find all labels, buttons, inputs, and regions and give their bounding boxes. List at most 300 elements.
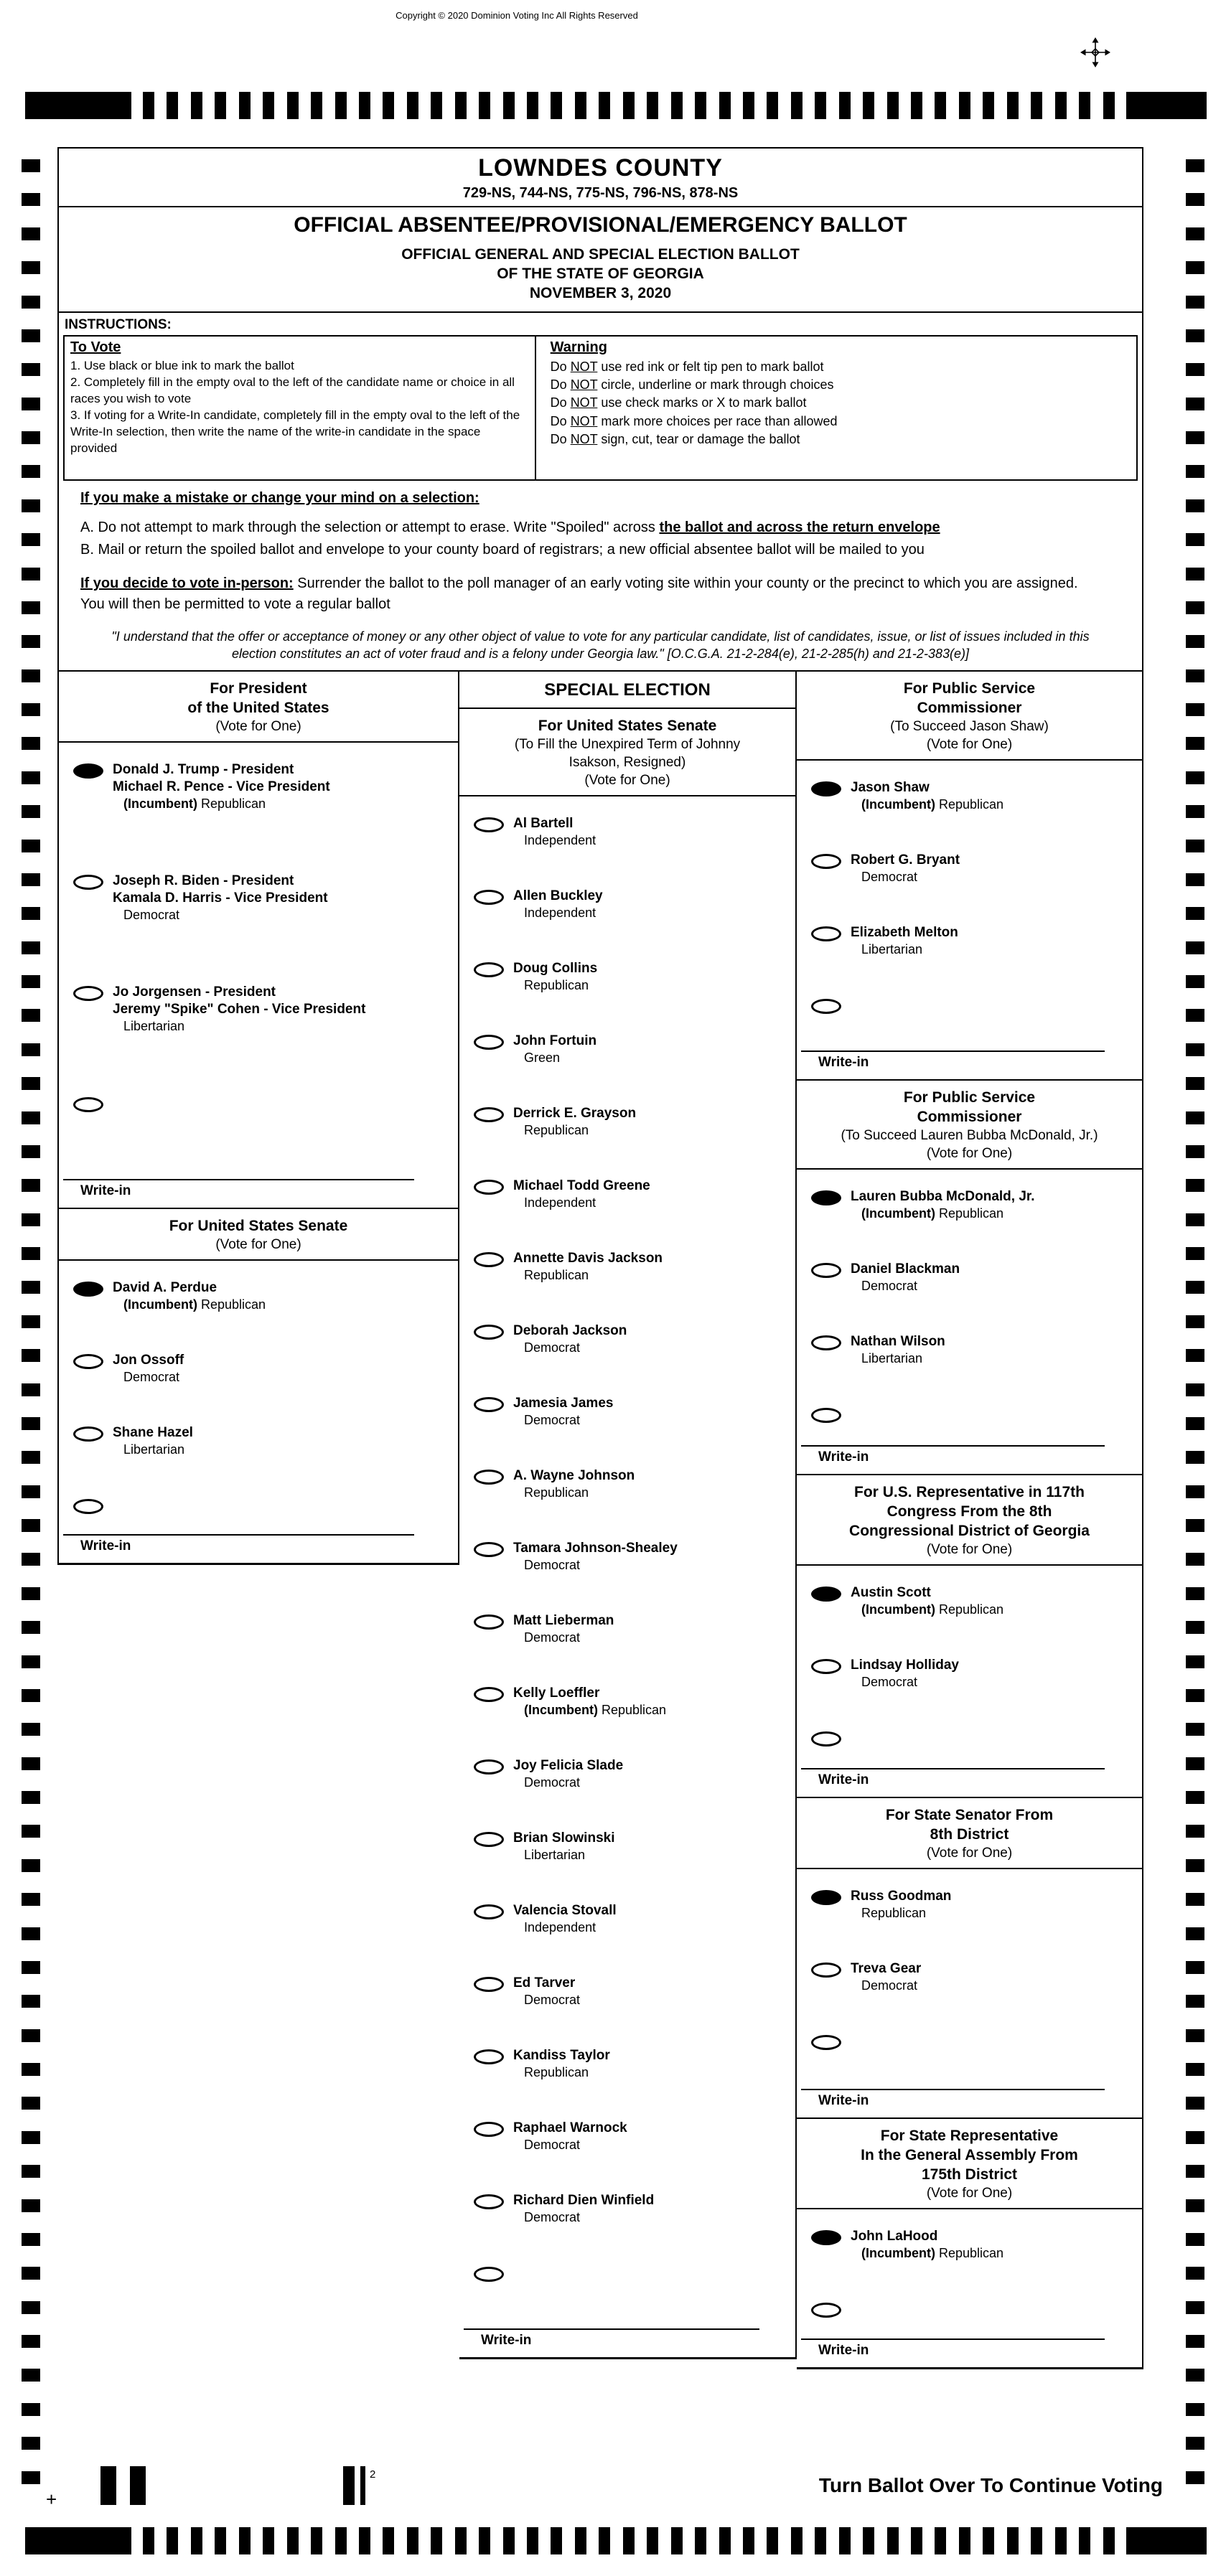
timing-mark	[695, 92, 706, 119]
timing-mark	[1186, 1315, 1204, 1328]
candidate-party: Republican	[861, 1906, 927, 1920]
write-in-label: Write-in	[818, 1772, 869, 1787]
candidate-party: Democrat	[861, 1279, 918, 1293]
candidate-name: John Fortuin	[513, 1033, 597, 1048]
timing-mark	[1186, 2131, 1204, 2144]
mistake-step-b: B. Mail or return the spoiled ballot and envelope to your county board of registrars; a new official absentee ballot will be mailed to you	[80, 542, 925, 558]
timing-mark	[22, 1825, 40, 1838]
candidate-name: Lindsay Holliday	[851, 1658, 959, 1673]
timing-mark	[599, 2527, 610, 2554]
ballot-oval[interactable]	[474, 1397, 504, 1412]
county-header	[57, 147, 1143, 207]
timing-mark	[383, 2527, 394, 2554]
write-in-area	[59, 1179, 458, 1208]
candidate-option	[459, 1467, 795, 1501]
timing-mark	[1186, 1043, 1204, 1056]
timing-mark	[22, 1247, 40, 1260]
warning-instruction: Do NOT use red ink or felt tip pen to mark ballot	[550, 359, 824, 374]
ballot-oval[interactable]	[474, 1904, 504, 1919]
candidate-name: Kandiss Taylor	[513, 2048, 610, 2063]
timing-mark	[22, 363, 40, 376]
candidate-text	[513, 1902, 617, 1936]
ballot-title-section	[57, 207, 1143, 313]
candidate-text	[513, 960, 597, 994]
ballot-oval-filled[interactable]	[811, 1587, 841, 1602]
candidate-name: Treva Gear	[851, 1961, 922, 1976]
timing-mark	[623, 92, 635, 119]
instructions-label: INSTRUCTIONS:	[65, 317, 172, 332]
election-state: OF THE STATE OF GEORGIA	[497, 265, 704, 282]
write-in-line[interactable]	[801, 1768, 1105, 1769]
candidate-option	[797, 1261, 1142, 1294]
ballot-oval[interactable]	[474, 1035, 504, 1050]
ballot-oval[interactable]	[73, 1354, 103, 1369]
ballot-title: OFFICIAL ABSENTEE/PROVISIONAL/EMERGENCY BALLOT	[294, 213, 907, 237]
timing-mark	[1186, 227, 1204, 240]
timing-mark	[1186, 533, 1204, 546]
timing-mark	[839, 92, 851, 119]
incumbent-label: (Incumbent)	[861, 797, 939, 812]
warning-items	[551, 358, 1129, 448]
timing-mark	[1186, 737, 1204, 750]
ballot-oval-filled[interactable]	[811, 781, 841, 796]
timing-mark	[22, 907, 40, 920]
write-in-line[interactable]	[63, 1534, 414, 1536]
write-in-line[interactable]	[801, 2338, 1105, 2340]
ballot-oval[interactable]	[474, 1325, 504, 1340]
timing-mark	[503, 92, 515, 119]
warning-instruction: Do NOT mark more choices per race than allowed	[550, 413, 838, 428]
ballot-oval[interactable]	[811, 926, 841, 941]
ballot-oval[interactable]	[811, 1335, 841, 1350]
timing-block	[1126, 92, 1207, 119]
timing-mark	[22, 1043, 40, 1056]
timing-mark	[22, 771, 40, 784]
candidate-list	[797, 1888, 1142, 2033]
write-in-area	[459, 2328, 795, 2357]
timing-mark	[479, 2527, 490, 2554]
candidate-text	[851, 1888, 951, 1922]
timing-mark	[22, 465, 40, 478]
timing-mark	[1186, 907, 1204, 920]
candidate-text	[113, 761, 330, 812]
ballot-oval-filled[interactable]	[73, 1282, 103, 1297]
ballot-oval[interactable]	[474, 1759, 504, 1774]
timing-mark	[935, 2527, 946, 2554]
timing-mark	[1186, 159, 1204, 172]
write-in-oval[interactable]	[811, 1408, 841, 1423]
timing-mark	[22, 601, 40, 614]
ballot-oval[interactable]	[474, 1977, 504, 1992]
ballot-oval[interactable]	[474, 890, 504, 905]
timing-mark	[22, 941, 40, 954]
election-date: NOVEMBER 3, 2020	[529, 285, 672, 301]
candidate-text	[851, 1584, 1003, 1618]
ballot-oval[interactable]	[474, 817, 504, 832]
candidate-option	[459, 1902, 795, 1936]
ballot-oval[interactable]	[73, 875, 103, 890]
timing-mark	[1186, 2335, 1204, 2348]
candidate-option	[459, 1177, 795, 1211]
contest-subtitle-line: (Vote for One)	[215, 1237, 301, 1252]
contest-header-rule	[797, 759, 1142, 761]
timing-mark	[719, 2527, 731, 2554]
write-in-label: Write-in	[818, 2093, 869, 2108]
timing-mark	[1186, 1791, 1204, 1804]
candidate-option	[59, 873, 458, 923]
timing-mark	[167, 2527, 178, 2554]
timing-mark	[1186, 1893, 1204, 1906]
timing-mark	[191, 92, 202, 119]
ballot-oval[interactable]	[811, 1263, 841, 1278]
ballot-oval[interactable]	[73, 1426, 103, 1442]
not-underlined: NOT	[570, 359, 598, 374]
timing-mark	[22, 1553, 40, 1566]
write-in-oval[interactable]	[73, 1097, 103, 1112]
ballot-oval-filled[interactable]	[811, 1190, 841, 1205]
candidate-option	[797, 2228, 1142, 2262]
ballot-oval-filled[interactable]	[811, 2230, 841, 2245]
timing-mark	[22, 2437, 40, 2450]
candidate-option	[459, 888, 795, 921]
candidate-text	[513, 1395, 613, 1429]
not-underlined: NOT	[570, 431, 598, 446]
contest-subtitle-line: Isakson, Resigned)	[568, 755, 686, 770]
contest-title-line: For U.S. Representative in 117th	[854, 1484, 1085, 1500]
timing-mark	[22, 1723, 40, 1736]
timing-mark	[22, 669, 40, 682]
timing-mark	[22, 193, 40, 206]
timing-mark	[1186, 1485, 1204, 1498]
candidate-name: Lauren Bubba McDonald, Jr.	[851, 1189, 1035, 1204]
timing-mark	[1186, 329, 1204, 342]
candidate-option	[59, 1279, 458, 1313]
contest-subtitle-line: (To Succeed Lauren Bubba McDonald, Jr.)	[841, 1128, 1098, 1143]
candidate-option	[459, 1975, 795, 2008]
ballot-column-3	[797, 672, 1143, 2369]
timing-marks-top	[25, 92, 1207, 119]
timing-mark	[22, 2335, 40, 2348]
candidate-party: (Incumbent) Republican	[861, 1206, 1004, 1221]
election-title-block	[59, 245, 1142, 303]
timing-mark	[1186, 1961, 1204, 1974]
timing-mark	[1186, 1655, 1204, 1668]
contest-title-line: Commissioner	[917, 1109, 1022, 1125]
contest-title-line: Commissioner	[917, 700, 1022, 716]
ballot-oval[interactable]	[474, 2049, 504, 2064]
timing-mark	[1186, 2063, 1204, 2076]
candidate-option	[59, 984, 458, 1035]
write-in-area	[797, 1768, 1142, 1797]
candidate-option	[797, 924, 1142, 958]
candidate-text	[513, 1757, 623, 1791]
contest-title-line: For President	[210, 680, 307, 697]
timing-mark	[1186, 1553, 1204, 1566]
timing-mark	[22, 2301, 40, 2314]
timing-mark	[263, 92, 274, 119]
candidate-party: Independent	[524, 833, 596, 847]
ballot-oval[interactable]	[811, 1659, 841, 1674]
candidate-option	[797, 1333, 1142, 1367]
timing-mark	[887, 92, 899, 119]
to-vote-box	[63, 335, 536, 481]
write-in-line[interactable]	[801, 2089, 1105, 2090]
timing-mark	[959, 92, 970, 119]
write-in-option	[459, 2265, 795, 2282]
timing-mark	[22, 2199, 40, 2212]
timing-mark	[1186, 1995, 1204, 2008]
candidate-text	[513, 2047, 610, 2081]
timing-mark	[527, 2527, 538, 2554]
candidate-party: Libertarian	[861, 942, 923, 956]
candidate-name: John LaHood	[851, 2229, 938, 2244]
candidate-option	[797, 852, 1142, 885]
contest-title-line: Congressional District of Georgia	[849, 1523, 1090, 1539]
candidate-name: Robert G. Bryant	[851, 852, 960, 868]
felony-statement: "I understand that the offer or acceptance of money or any other object of value to vote for any particular candidate, list of candidates, issue, or list of issues included in this election constitutes an act of voter fraud and is a felony under Georgia law." [O.C.G.A. 21-2-284(e), 21-2-285(h) and 21-2-383(e)]	[111, 629, 1090, 662]
write-in-oval[interactable]	[811, 2303, 841, 2318]
contest-header-rule	[59, 741, 458, 743]
candidate-party: (Incumbent) Republican	[123, 796, 266, 811]
write-in-oval[interactable]	[811, 1731, 841, 1747]
candidate-option	[797, 779, 1142, 813]
timing-mark	[1186, 771, 1204, 784]
timing-mark	[1186, 431, 1204, 444]
candidate-text	[513, 2120, 627, 2153]
print-mark	[100, 2466, 116, 2505]
write-in-area	[797, 1445, 1142, 1474]
timing-mark	[22, 1315, 40, 1328]
write-in-area	[797, 2089, 1142, 2117]
write-in-oval[interactable]	[73, 1499, 103, 1514]
timing-mark	[1186, 1927, 1204, 1940]
ballot-oval[interactable]	[474, 1107, 504, 1122]
timing-mark	[575, 92, 586, 119]
timing-mark	[1186, 499, 1204, 512]
timing-mark	[1186, 1825, 1204, 1838]
write-in-line[interactable]	[464, 2328, 759, 2330]
timing-mark	[22, 1995, 40, 2008]
candidate-text	[513, 1467, 635, 1501]
candidate-list	[797, 1584, 1142, 1729]
timing-mark	[1186, 1587, 1204, 1600]
ballot-oval[interactable]	[474, 1542, 504, 1557]
timing-mark	[22, 975, 40, 988]
timing-mark	[599, 92, 610, 119]
candidate-text	[513, 1033, 596, 1066]
timing-mark	[1186, 1859, 1204, 1872]
write-in-line[interactable]	[801, 1050, 1105, 1052]
timing-mark	[1103, 92, 1115, 119]
timing-mark	[1186, 1077, 1204, 1090]
candidate-option	[459, 1612, 795, 1646]
contest-header	[797, 1475, 1142, 1559]
to-vote-instruction: 1. Use black or blue ink to mark the ballot	[70, 359, 294, 372]
ballot-oval[interactable]	[474, 962, 504, 977]
ballot-oval[interactable]	[811, 1962, 841, 1978]
timing-mark	[22, 1281, 40, 1294]
timing-mark	[863, 92, 874, 119]
timing-mark	[1186, 1281, 1204, 1294]
timing-mark	[1186, 2097, 1204, 2110]
timing-mark	[22, 1451, 40, 1464]
timing-mark	[1186, 2403, 1204, 2416]
timing-mark	[239, 2527, 251, 2554]
timing-mark	[22, 1179, 40, 1192]
candidate-name: Joy Felicia Slade	[513, 1758, 624, 1773]
candidate-text	[513, 888, 603, 921]
contest-subtitle-line: (Vote for One)	[926, 2186, 1013, 2201]
timing-mark	[455, 2527, 467, 2554]
write-in-line[interactable]	[801, 1445, 1105, 1447]
candidate-party: (Incumbent) Republican	[524, 1703, 667, 1717]
write-in-label: Write-in	[818, 2343, 869, 2358]
candidate-text	[513, 1105, 636, 1139]
incumbent-label: (Incumbent)	[123, 1297, 201, 1312]
ballot-oval[interactable]	[474, 2122, 504, 2137]
to-vote-instruction: 2. Completely fill in the empty oval to the left of the candidate name or choice in all races you wish to vote	[70, 375, 515, 405]
candidate-name: Kamala D. Harris - Vice President	[113, 890, 328, 906]
timing-mark	[335, 2527, 347, 2554]
ballot-oval[interactable]	[474, 1252, 504, 1267]
timing-mark	[383, 92, 394, 119]
incumbent-label: (Incumbent)	[524, 1703, 602, 1717]
contest-psc1	[797, 672, 1142, 1079]
ballot-oval[interactable]	[474, 1832, 504, 1847]
timing-mark	[695, 2527, 706, 2554]
in-person-instructions: If you decide to vote in-person: Surrender the ballot to the poll manager of an early voting site within your county or the precinct to which you are assigned. You will then be permitted to vote a regular ballot	[80, 575, 1078, 612]
contest-president	[59, 672, 458, 1208]
timing-mark	[863, 2527, 874, 2554]
timing-mark	[335, 92, 347, 119]
election-title: OFFICIAL GENERAL AND SPECIAL ELECTION BALLOT	[401, 246, 800, 263]
write-in-oval[interactable]	[811, 999, 841, 1014]
write-in-label: Write-in	[818, 1055, 869, 1070]
ballot-oval[interactable]	[474, 1687, 504, 1702]
timing-mark	[767, 92, 778, 119]
timing-mark	[22, 227, 40, 240]
write-in-line[interactable]	[63, 1179, 414, 1180]
candidate-name: Kelly Loeffler	[513, 1686, 600, 1701]
timing-mark	[22, 1859, 40, 1872]
ballot-oval-filled[interactable]	[811, 1890, 841, 1905]
candidate-name: Brian Slowinski	[513, 1830, 615, 1846]
ballot-oval-filled[interactable]	[73, 763, 103, 779]
contest-header	[459, 709, 795, 789]
candidate-option	[459, 1033, 795, 1066]
candidate-text	[851, 1261, 960, 1294]
write-in-oval[interactable]	[474, 2267, 504, 2282]
write-in-option	[59, 1095, 458, 1112]
incumbent-label: (Incumbent)	[123, 796, 201, 811]
candidate-name: Valencia Stovall	[513, 1903, 617, 1918]
timing-mark	[22, 2063, 40, 2076]
timing-mark	[359, 2527, 370, 2554]
candidate-option	[459, 815, 795, 849]
print-mark	[130, 2466, 146, 2505]
not-underlined: NOT	[570, 395, 598, 410]
timing-mark	[1186, 975, 1204, 988]
candidate-text	[513, 1612, 614, 1646]
timing-block	[25, 92, 131, 119]
timing-mark	[839, 2527, 851, 2554]
timing-mark	[311, 92, 322, 119]
candidate-party: Democrat	[524, 2210, 581, 2224]
candidate-party: Democrat	[123, 908, 180, 922]
timing-mark	[22, 2403, 40, 2416]
timing-mark	[22, 533, 40, 546]
candidate-list	[459, 815, 795, 2265]
candidate-option	[459, 1830, 795, 1863]
timing-mark	[1186, 193, 1204, 206]
candidate-option	[459, 2120, 795, 2153]
timing-mark	[791, 92, 802, 119]
timing-mark	[1007, 92, 1019, 119]
timing-mark	[22, 1485, 40, 1498]
candidate-name: Derrick E. Grayson	[513, 1106, 637, 1121]
timing-mark	[1186, 805, 1204, 818]
timing-mark	[22, 159, 40, 172]
timing-mark	[1079, 92, 1090, 119]
candidate-text	[851, 852, 960, 885]
contest-subtitle-line: (To Fill the Unexpired Term of Johnny	[514, 737, 741, 752]
warning-instruction: Do NOT circle, underline or mark through choices	[550, 377, 834, 392]
timing-mark	[22, 873, 40, 886]
timing-mark	[1186, 2029, 1204, 2042]
contest-subtitle-line: (Vote for One)	[215, 719, 301, 734]
timing-mark	[1079, 2527, 1090, 2554]
timing-mark	[22, 1893, 40, 1906]
ballot-oval[interactable]	[474, 2194, 504, 2209]
mistake-step-a: A. Do not attempt to mark through the selection or attempt to erase. Write "Spoiled" across the ballot and across the return envelope	[80, 520, 940, 535]
ballot-oval[interactable]	[474, 1614, 504, 1630]
timing-mark	[287, 2527, 299, 2554]
timing-mark	[1186, 1621, 1204, 1634]
timing-mark	[22, 1111, 40, 1124]
timing-mark	[1186, 1723, 1204, 1736]
candidate-option	[797, 1657, 1142, 1691]
timing-mark	[22, 635, 40, 648]
timing-mark	[1186, 2369, 1204, 2382]
contest-header	[797, 1081, 1142, 1162]
ballot-oval[interactable]	[811, 854, 841, 869]
timing-mark	[551, 2527, 562, 2554]
write-in-option	[797, 2300, 1142, 2318]
timing-mark	[22, 703, 40, 716]
ballot-oval[interactable]	[474, 1180, 504, 1195]
candidate-name: Nathan Wilson	[851, 1334, 945, 1349]
write-in-oval[interactable]	[811, 2035, 841, 2050]
timing-mark	[1186, 2199, 1204, 2212]
ballot-oval[interactable]	[73, 986, 103, 1001]
timing-mark	[143, 2527, 154, 2554]
timing-mark	[959, 2527, 970, 2554]
timing-mark	[935, 92, 946, 119]
print-mark	[343, 2466, 355, 2505]
turn-ballot-over-note: Turn Ballot Over To Continue Voting	[818, 2474, 1163, 2496]
timing-mark	[215, 2527, 226, 2554]
candidate-name: Michael Todd Greene	[513, 1178, 650, 1193]
candidate-text	[513, 815, 596, 849]
timing-mark	[263, 2527, 274, 2554]
ballot-oval[interactable]	[474, 1470, 504, 1485]
to-vote-instruction: 3. If voting for a Write-In candidate, completely fill in the empty oval to the left of the Write-In selection, then write the name of the write-in candidate in the space provided	[70, 408, 520, 455]
timing-mark	[359, 92, 370, 119]
timing-mark	[1186, 840, 1204, 852]
timing-mark	[407, 2527, 418, 2554]
page-number-mark: 2	[370, 2468, 376, 2481]
contest-header-rule	[59, 1259, 458, 1261]
